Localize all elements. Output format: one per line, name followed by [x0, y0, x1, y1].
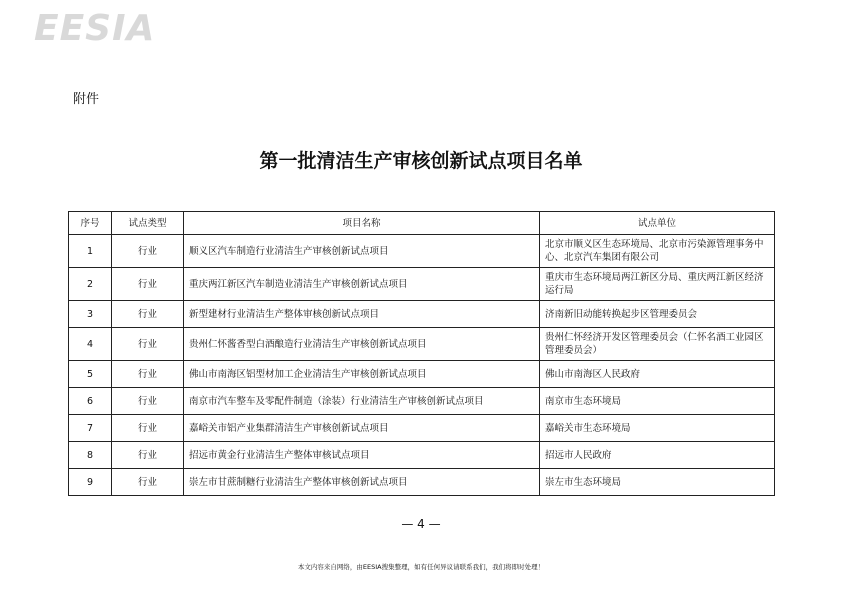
- row-number: 9: [69, 469, 112, 496]
- table-row: [69, 388, 775, 415]
- row-pilot-type: 行业: [112, 235, 184, 268]
- page-number: — 4 —: [401, 517, 441, 531]
- row-project-name: 顺义区汽车制造行业清洁生产审核创新试点项目: [184, 235, 540, 268]
- row-pilot-type: 行业: [112, 415, 184, 442]
- row-project-name: 崇左市甘蔗制糖行业清洁生产整体审核创新试点项目: [184, 469, 540, 496]
- row-number: 6: [69, 388, 112, 415]
- table-row: [69, 235, 775, 268]
- table-row: [69, 469, 775, 496]
- row-project-name: 南京市汽车整车及零配件制造（涂装）行业清洁生产审核创新试点项目: [184, 388, 540, 415]
- row-number: 7: [69, 415, 112, 442]
- footer-disclaimer: 本文内容来自网络，由EESIA搜集整理，如有任何异议请联系我们，我们将即时处理！: [297, 563, 545, 571]
- row-pilot-type: 行业: [112, 301, 184, 328]
- document-title: 第一批清洁生产审核创新试点项目名单: [259, 150, 583, 172]
- row-pilot-type: 行业: [112, 268, 184, 301]
- header-project-name: 项目名称: [184, 212, 540, 235]
- table-row: [69, 361, 775, 388]
- header-number: 序号: [69, 212, 112, 235]
- row-pilot-type: 行业: [112, 388, 184, 415]
- header-pilot-type: 试点类型: [112, 212, 184, 235]
- eesia-logo: EESIA: [34, 8, 156, 49]
- table-header-row: [69, 212, 775, 235]
- row-pilot-unit: 南京市生态环境局: [540, 388, 775, 415]
- row-number: 2: [69, 268, 112, 301]
- row-pilot-unit: 崇左市生态环境局: [540, 469, 775, 496]
- row-project-name: 贵州仁怀酱香型白酒酿造行业清洁生产审核创新试点项目: [184, 328, 540, 361]
- row-project-name: 嘉峪关市铝产业集群清洁生产审核创新试点项目: [184, 415, 540, 442]
- row-pilot-unit: 济南新旧动能转换起步区管理委员会: [540, 301, 775, 328]
- row-pilot-type: 行业: [112, 442, 184, 469]
- table-row: [69, 301, 775, 328]
- row-number: 3: [69, 301, 112, 328]
- table-row: [69, 268, 775, 301]
- row-number: 4: [69, 328, 112, 361]
- row-pilot-unit: 招远市人民政府: [540, 442, 775, 469]
- row-project-name: 重庆两江新区汽车制造业清洁生产审核创新试点项目: [184, 268, 540, 301]
- row-pilot-unit: 佛山市南海区人民政府: [540, 361, 775, 388]
- row-number: 5: [69, 361, 112, 388]
- table-row: [69, 442, 775, 469]
- pilot-projects-table: [68, 211, 775, 496]
- row-project-name: 招远市黄金行业清洁生产整体审核试点项目: [184, 442, 540, 469]
- row-pilot-unit: 嘉峪关市生态环境局: [540, 415, 775, 442]
- row-project-name: 佛山市南海区铝型材加工企业清洁生产审核创新试点项目: [184, 361, 540, 388]
- row-pilot-type: 行业: [112, 328, 184, 361]
- row-number: 1: [69, 235, 112, 268]
- table-row: [69, 328, 775, 361]
- row-pilot-type: 行业: [112, 469, 184, 496]
- row-project-name: 新型建材行业清洁生产整体审核创新试点项目: [184, 301, 540, 328]
- table-row: [69, 415, 775, 442]
- row-pilot-type: 行业: [112, 361, 184, 388]
- header-pilot-unit: 试点单位: [540, 212, 775, 235]
- row-pilot-unit: 北京市顺义区生态环境局、北京市污染源管理事务中心、北京汽车集团有限公司: [540, 235, 775, 268]
- attachment-label: 附件: [73, 92, 100, 107]
- row-number: 8: [69, 442, 112, 469]
- row-pilot-unit: 重庆市生态环境局两江新区分局、重庆两江新区经济运行局: [540, 268, 775, 301]
- row-pilot-unit: 贵州仁怀经济开发区管理委员会（仁怀名酒工业园区管理委员会）: [540, 328, 775, 361]
